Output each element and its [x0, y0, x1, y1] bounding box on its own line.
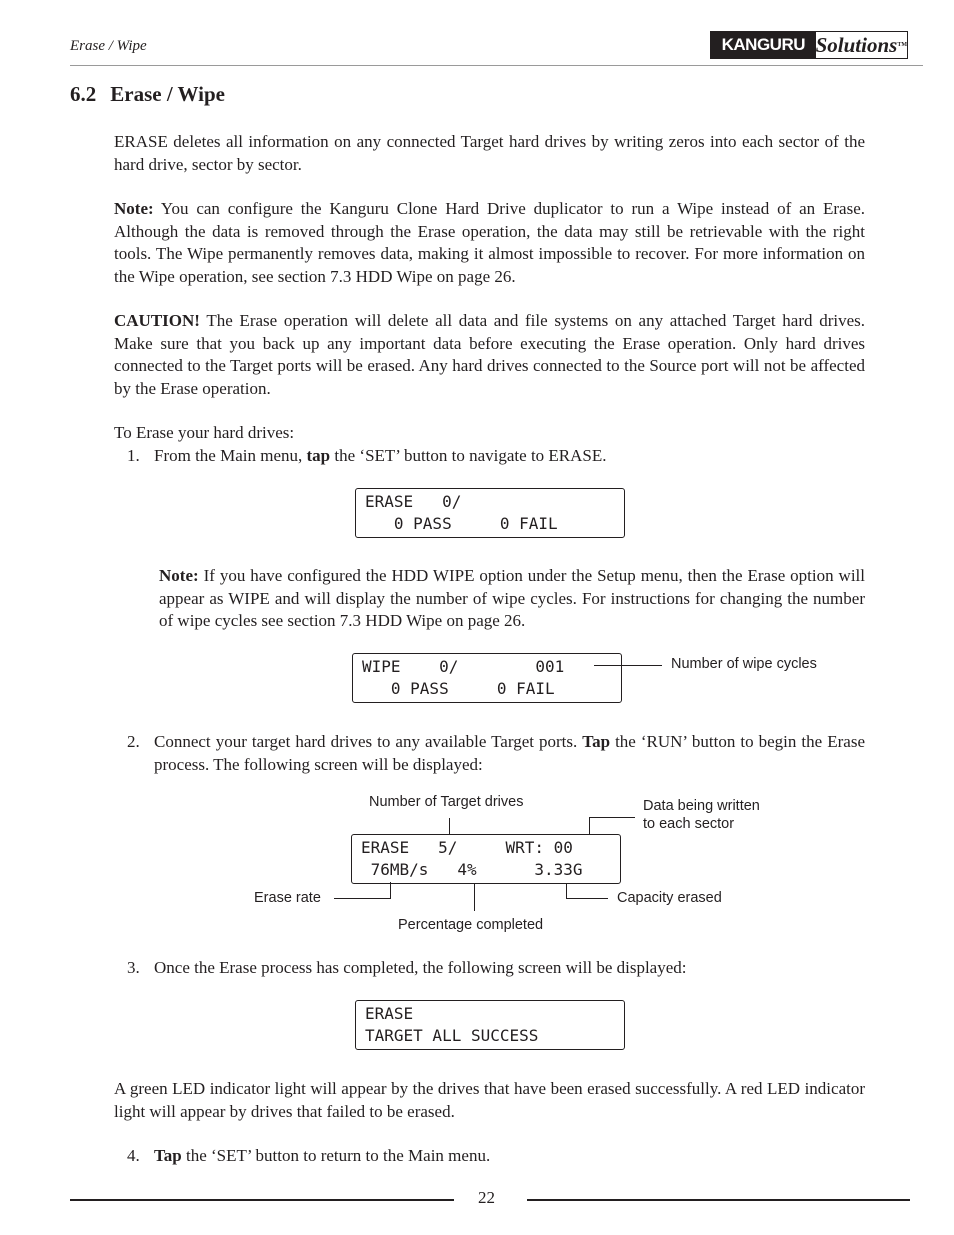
logo-solutions-text: Solutions TM	[815, 32, 907, 57]
step-1: 1. From the Main menu, tap the ‘SET’ button to navigate to ERASE.	[127, 446, 607, 465]
callout-data-written-line1: Data being written	[643, 798, 760, 814]
running-header: Erase / Wipe	[70, 38, 147, 54]
callout-target-drives: Number of Target drives	[369, 794, 524, 810]
caution-paragraph: CAUTION! The Erase operation will delete all data and file systems on any attached Target hard drives. Make sure that you back up any important data before executing the Erase operation. Only hard drives connected to the Target ports will be erased. Any hard drives connected to the Source port will not be affected by the Erase operation.	[114, 311, 865, 398]
lcd-wipe: WIPE 0/ 001 0 PASS 0 FAIL	[352, 653, 622, 703]
footer-rule-right	[527, 1199, 910, 1201]
callout-line-rate-h	[334, 898, 391, 899]
callout-line-capacity-v	[566, 883, 567, 899]
callout-data-written-line2: to each sector	[643, 816, 735, 832]
footer-rule-left	[70, 1199, 454, 1201]
callout-line-data-v	[589, 817, 590, 835]
wipe-note-paragraph: Note: If you have configured the HDD WIPE option under the Setup menu, then the Erase option will appear as WIPE and will display the number of wipe cycles. For instructions for changing the number of wipe cycles see section 7.3 HDD Wipe on page 26.	[159, 566, 865, 630]
header-rule	[70, 65, 923, 66]
lcd-erase-success: ERASE TARGET ALL SUCCESS	[355, 1000, 625, 1050]
callout-capacity: Capacity erased	[617, 890, 722, 906]
kanguru-logo	[710, 31, 908, 59]
callout-line-capacity-h	[566, 898, 608, 899]
step-4: 4. Tap the ‘SET’ button to return to the Main menu.	[127, 1146, 491, 1165]
step-3: 3. Once the Erase process has completed, the following screen will be displayed:	[127, 958, 687, 977]
section-heading: 6.2 Erase / Wipe	[70, 82, 225, 106]
led-paragraph: A green LED indicator light will appear by the drives that have been erased successfully. A red LED indicator light will appear by drives that failed to be erased.	[114, 1079, 865, 1121]
lcd-erase-main: ERASE 0/ 0 PASS 0 FAIL	[355, 488, 625, 538]
lead-in-text: To Erase your hard drives:	[114, 423, 295, 442]
note-paragraph: Note: You can configure the Kanguru Clone Hard Drive duplicator to run a Wipe instead of an Erase. Although the data is removed through the Erase operation, the data may still be retrievable with the right tools. The Wipe permanently removes data, making it almost impossible to recover. For more information on the Wipe operation, see section 7.3 HDD Wipe on page 26.	[114, 199, 865, 286]
callout-line-data-h	[589, 817, 635, 818]
step-2: 2. Connect your target hard drives to any available Target ports. Tap the ‘RUN’ button to begin the Erase process. The following screen will be displayed:	[127, 732, 865, 774]
page-number: 22	[478, 1188, 495, 1207]
callout-wipe-cycles: Number of wipe cycles	[671, 656, 817, 672]
callout-line-percent	[474, 883, 475, 911]
callout-line-wipe-cycles	[594, 665, 662, 666]
logo-kanguru-text: KANGURU	[711, 32, 816, 58]
callout-line-rate-v	[390, 882, 391, 899]
intro-paragraph: ERASE deletes all information on any connected Target hard drives by writing zeros into each sector of the hard drive, sector by sector.	[114, 132, 865, 174]
callout-erase-rate: Erase rate	[254, 890, 321, 906]
lcd-erase-progress: ERASE 5/ WRT: 00 76MB/s 4% 3.33G	[351, 834, 621, 884]
callout-percentage: Percentage completed	[398, 917, 544, 933]
